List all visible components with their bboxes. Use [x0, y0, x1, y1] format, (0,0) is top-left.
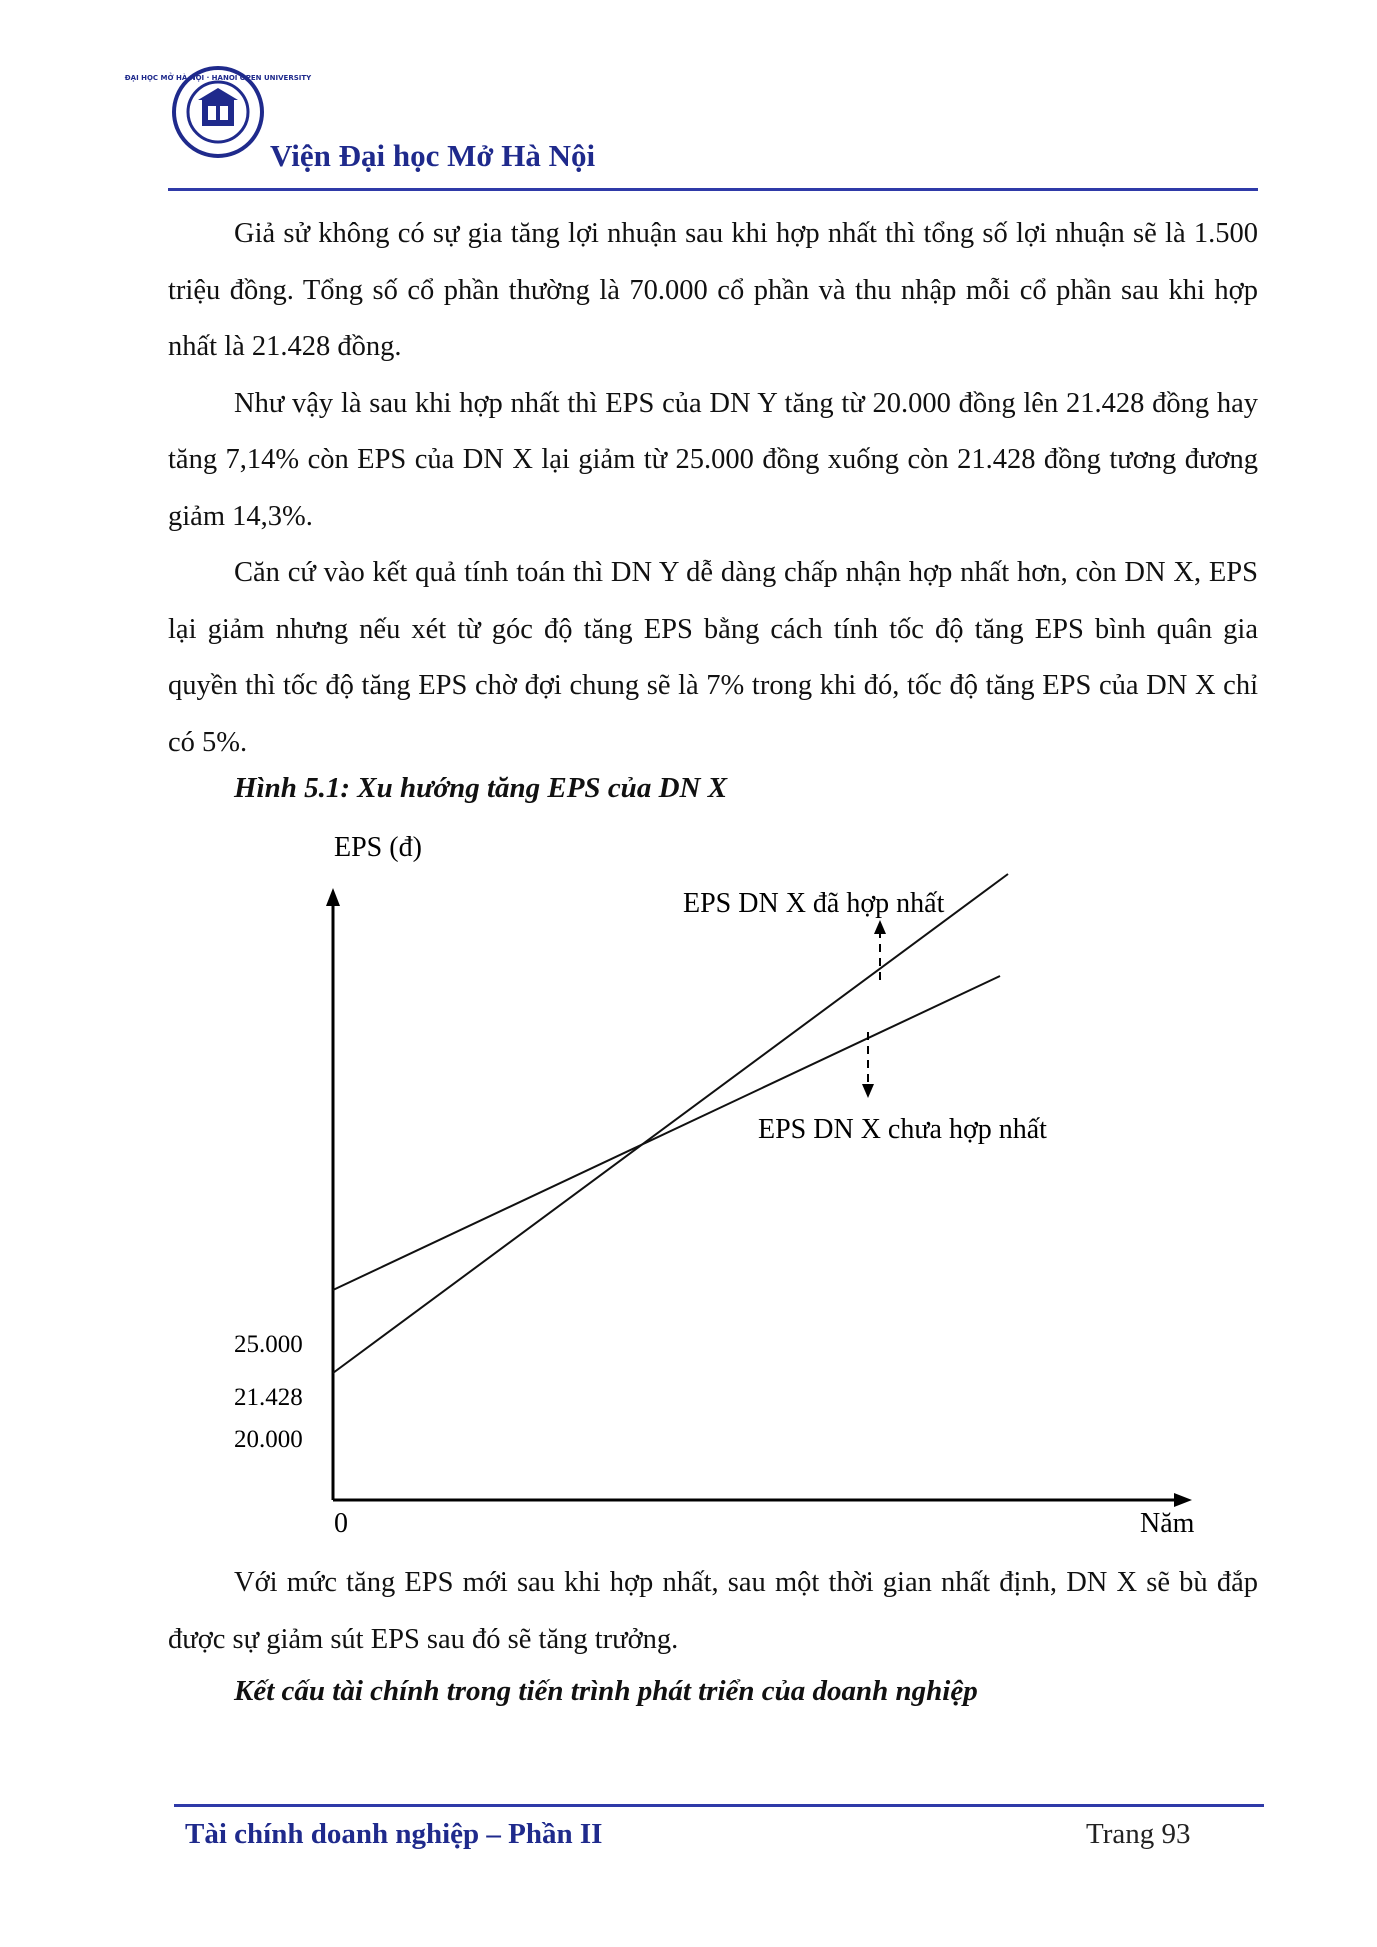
y-axis-label: EPS (đ) — [334, 832, 422, 863]
footer-rule — [174, 1804, 1264, 1807]
university-logo-icon — [124, 66, 312, 158]
paragraph-3: Căn cứ vào kết quả tính toán thì DN Y dễ dàng chấp nhận hợp nhất hơn, còn DN X, EPS lại giảm nhưng nếu xét từ góc độ tăng EPS bằng cách tính tốc độ tăng EPS bình quân gia quyền thì tốc độ tăng EPS chờ đợi chung sẽ là 7% trong khi đó, tốc độ tăng EPS của DN X chỉ có 5%. — [168, 557, 1258, 758]
eps-trend-chart — [0, 820, 1377, 1540]
y-axis-arrow-icon — [326, 888, 340, 906]
after-figure-text — [168, 1555, 1258, 1668]
x-axis-arrow-icon — [1174, 1493, 1192, 1507]
footer-course-title: Tài chính doanh nghiệp – Phần II — [185, 1818, 603, 1850]
annotation-unmerged: EPS DN X chưa hợp nhất — [758, 1114, 1047, 1145]
arrow-down-icon — [862, 1084, 874, 1098]
figure-caption: Hình 5.1: Xu hướng tăng EPS của DN X — [234, 772, 728, 804]
paragraph-4: Với mức tăng EPS mới sau khi hợp nhất, sau một thời gian nhất định, DN X sẽ bù đắp được sự giảm sút EPS sau đó sẽ tăng trưởng. — [168, 1567, 1258, 1655]
y-tick-label-21428: 21.428 — [234, 1384, 303, 1411]
annotation-merged: EPS DN X đã hợp nhất — [683, 888, 945, 919]
logo-text: ĐẠI HỌC MỞ HÀ NỘI · HANOI OPEN UNIVERSITY — [124, 74, 312, 82]
page-number: Trang 93 — [1086, 1818, 1191, 1850]
y-tick-label-20000: 20.000 — [234, 1426, 303, 1453]
body-text — [168, 206, 1258, 771]
origin-label: 0 — [334, 1508, 348, 1539]
paragraph-1: Giả sử không có sự gia tăng lợi nhuận sau khi hợp nhất thì tổng số lợi nhuận sẽ là 1.500 triệu đồng. Tổng số cổ phần thường là 70.000 cổ phần và thu nhập mỗi cổ phần sau khi hợp nhất là 21.428 đồng. — [168, 218, 1258, 362]
x-axis-label: Năm — [1140, 1508, 1195, 1539]
y-tick-label-25000: 25.000 — [234, 1331, 303, 1358]
paragraph-2: Như vậy là sau khi hợp nhất thì EPS của DN Y tăng từ 20.000 đồng lên 21.428 đồng hay tăng 7,14% còn EPS của DN X lại giảm từ 25.000 đồng xuống còn 21.428 đồng tương đương giảm 14,3%. — [168, 387, 1258, 532]
header-rule — [168, 188, 1258, 191]
page-header — [124, 52, 1258, 192]
arrow-up-icon — [874, 920, 886, 934]
section-title: Kết cấu tài chính trong tiến trình phát triển của doanh nghiệp — [234, 1675, 978, 1707]
institution-name: Viện Đại học Mở Hà Nội — [270, 138, 596, 173]
